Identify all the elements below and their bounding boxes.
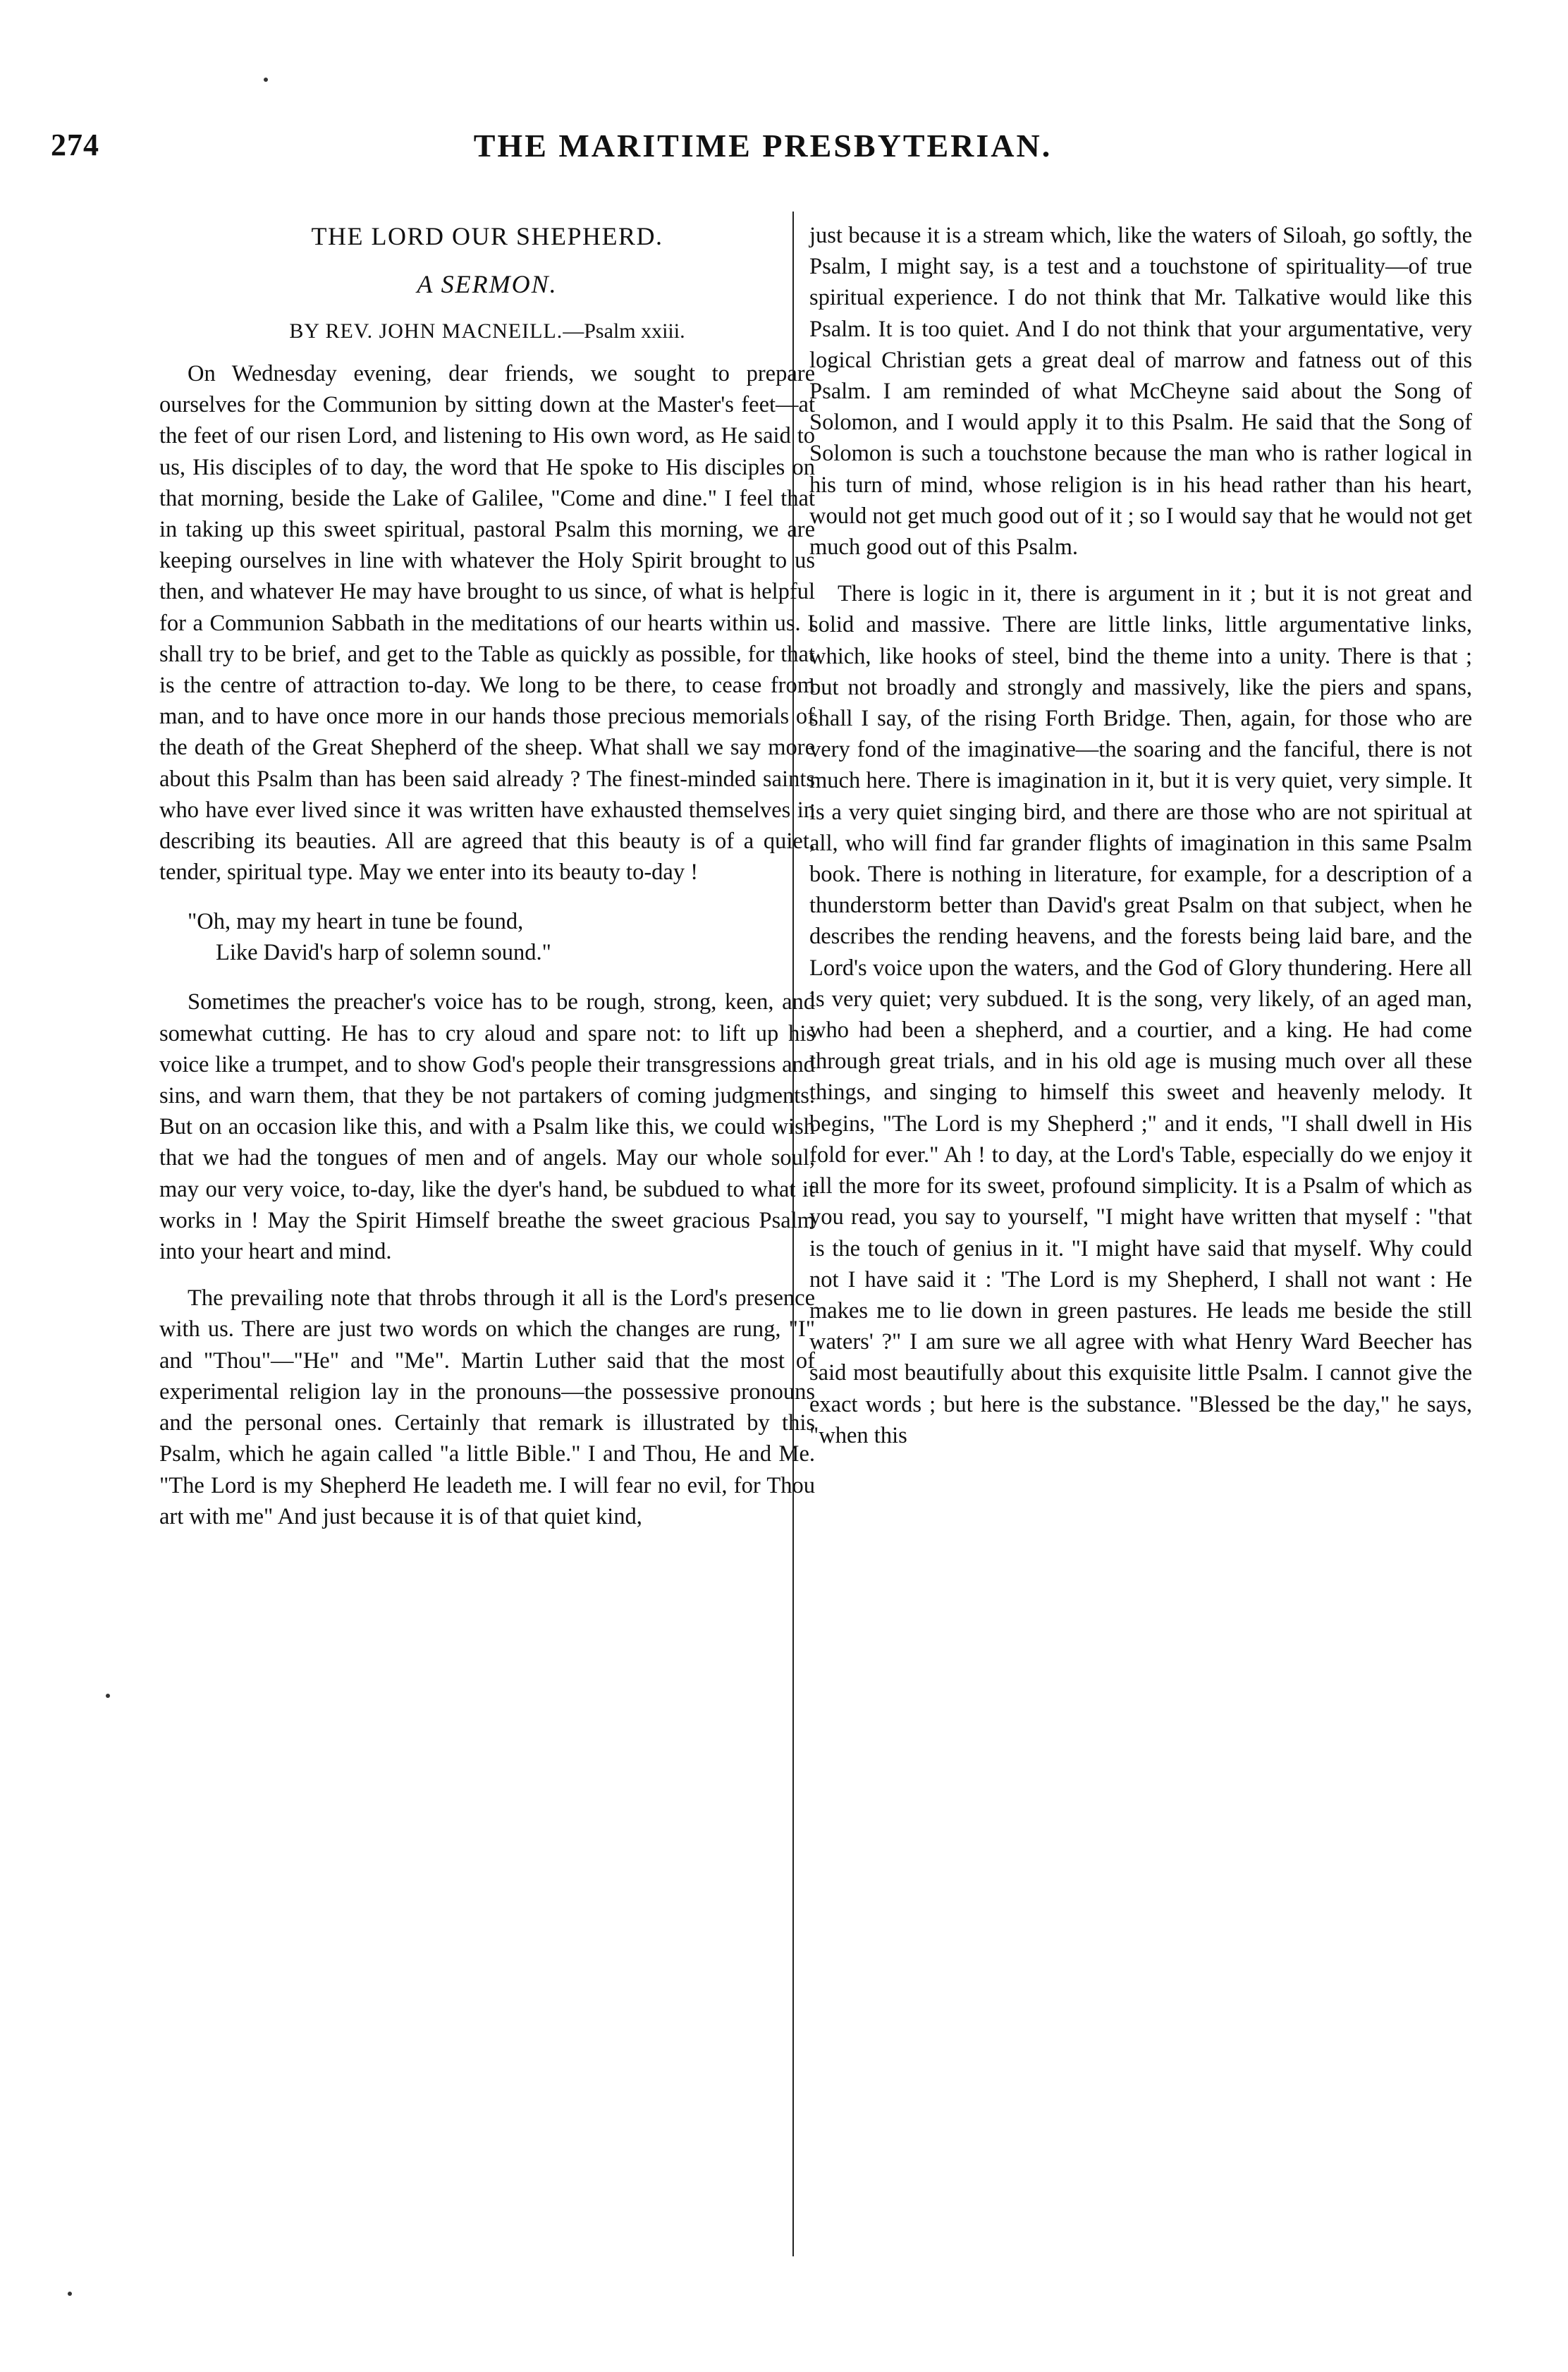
byline-author: BY REV. JOHN MACNEILL. [289, 319, 563, 343]
running-title: THE MARITIME PRESBYTERIAN. [473, 128, 1053, 164]
verse-quote [159, 906, 815, 968]
page-number: 274 [51, 128, 99, 162]
page-header [51, 127, 1475, 169]
article-title: THE LORD OUR SHEPHERD. [311, 222, 663, 250]
verse-line: Like David's harp of solemn sound." [216, 940, 551, 966]
print-speck [264, 78, 268, 82]
verse-line: "Oh, may my heart in tune be found, [188, 909, 524, 935]
left-column [159, 220, 815, 1532]
paragraph: just because it is a stream which, like the waters of Siloah, go softly, the Psalm, I might say, is a test and a touchstone of spirituality—of true spiritual experience. I do not think that Mr. Talkative would like this Psalm. It is too quiet. And I do not think that your argumentative, very logical Christian gets a great deal of marrow and fatness out of this Psalm. I am reminded of what McCheyne said about the Song of Solomon, and I would apply it to this Psalm. He said that the Song of Solomon is such a touchstone because the man who is rather logical in his turn of mind, whose religion is in his head rather than his heart, would not get much good out of it ; so I would say that he would not get much good out of this Psalm. [809, 223, 1472, 561]
paragraph: On Wednesday evening, dear friends, we sought to prepare ourselves for the Communion by sitting down at the Master's feet—at the feet of our risen Lord, and listening to His own word, as He said to us, His disciples of to day, the word that He spoke to His disciples on that morning, beside the Lake of Galilee, "Come and dine." I feel that in taking up this sweet spiritual, pastoral Psalm this morning, we are keeping ourselves in line with whatever the Holy Spirit brought to us then, and whatever He may have brought to us since, of what is helpful for a Communion Sabbath in the meditations of our hearts within us. I shall try to be brief, and get to the Table as quickly as possible, for that is the centre of attraction to-day. We long to be there, to cease from man, and to have once more in our hands those precious memorials of the death of the Great Shepherd of the sheep. What shall we say more about this Psalm than has been said already ? The finest-minded saints who have ever lived since it was written have exhausted themselves in describing its beauties. All are agreed that this beauty is of a quiet, tender, spiritual type. May we enter into its beauty to-day ! [159, 361, 815, 886]
byline-reference: —Psalm xxiii. [563, 319, 685, 343]
print-speck [106, 1694, 110, 1698]
paragraph: The prevailing note that throbs through it all is the Lord's presence with us. There are just two words on which the changes are rung, "I" and "Thou"—"He" and "Me". Martin Luther said that the most of experimental religion lay in the pronouns—the possessive pronouns and the personal ones. Certainly that remark is illustrated by this Psalm, which he again called "a little Bible." I and Thou, He and Me. "The Lord is my Shepherd He leadeth me. I will fear no evil, for Thou art with me" And just because it is of that quiet kind, [159, 1285, 815, 1529]
paragraph: Sometimes the preacher's voice has to be rough, strong, keen, and somewhat cutting. He has to cry aloud and spare not: to lift up his voice like a trumpet, and to show God's people their transgressions and sins, and warn them, that they be not partakers of coming judgments. But on an occasion like this, and with a Psalm like this, we could wish that we had the tongues of men and of angels. May our whole soul, may our very voice, to-day, like the dyer's hand, be subdued to what it works in ! May the Spirit Himself breathe the sweet gracious Psalm into your heart and mind. [159, 989, 815, 1265]
paragraph: There is logic in it, there is argument in it ; but it is not great and solid and massive. There are little links, little argumentative links, which, like hooks of steel, bind the theme into a unity. There is that ; but not broadly and strongly and massively, like the piers and spans, shall I say, of the rising Forth Bridge. Then, again, for those who are very fond of the imaginative—the soaring and the fanciful, there is not much here. There is imagination in it, but it is very quiet, very simple. It is a very quiet singing bird, and there are those who are not spiritual at all, who will find far grander flights of imagination in this same Psalm book. There is nothing in literature, for example, for a description of a thunderstorm better than David's great Psalm on that subject, when he describes the rending heavens, and the forests being laid bare, and the Lord's voice upon the waters, and the God of Glory thundering. Here all is very quiet; very subdued. It is the song, very likely, of an aged man, who had been a shepherd, and a courtier, and a king. He had come through great trials, and in his old age is musing much over all these things, and singing to himself this sweet and heavenly melody. It begins, "The Lord is my Shepherd ;" and it ends, "I shall dwell in His fold for ever." Ah ! to day, at the Lord's Table, especially do we enjoy it all the more for its sweet, profound simplicity. It is a Psalm of which as you read, you say to yourself, "I might have written that myself : "that is the touch of genius in it. "I might have said that myself. Why could not I have said it : 'The Lord is my Shepherd, I shall not want : He makes me to lie down in green pastures. He leads me beside the still waters' ?" I am sure we all agree with what Henry Ward Beecher has said most beautifully about this exquisite little Psalm. I cannot give the exact words ; but here is the substance. "Blessed be the day," he says, "when this [809, 581, 1472, 1448]
article-subtitle: A SERMON. [417, 270, 558, 298]
byline [159, 316, 815, 347]
right-column [809, 220, 1472, 1451]
print-speck [68, 2292, 72, 2296]
